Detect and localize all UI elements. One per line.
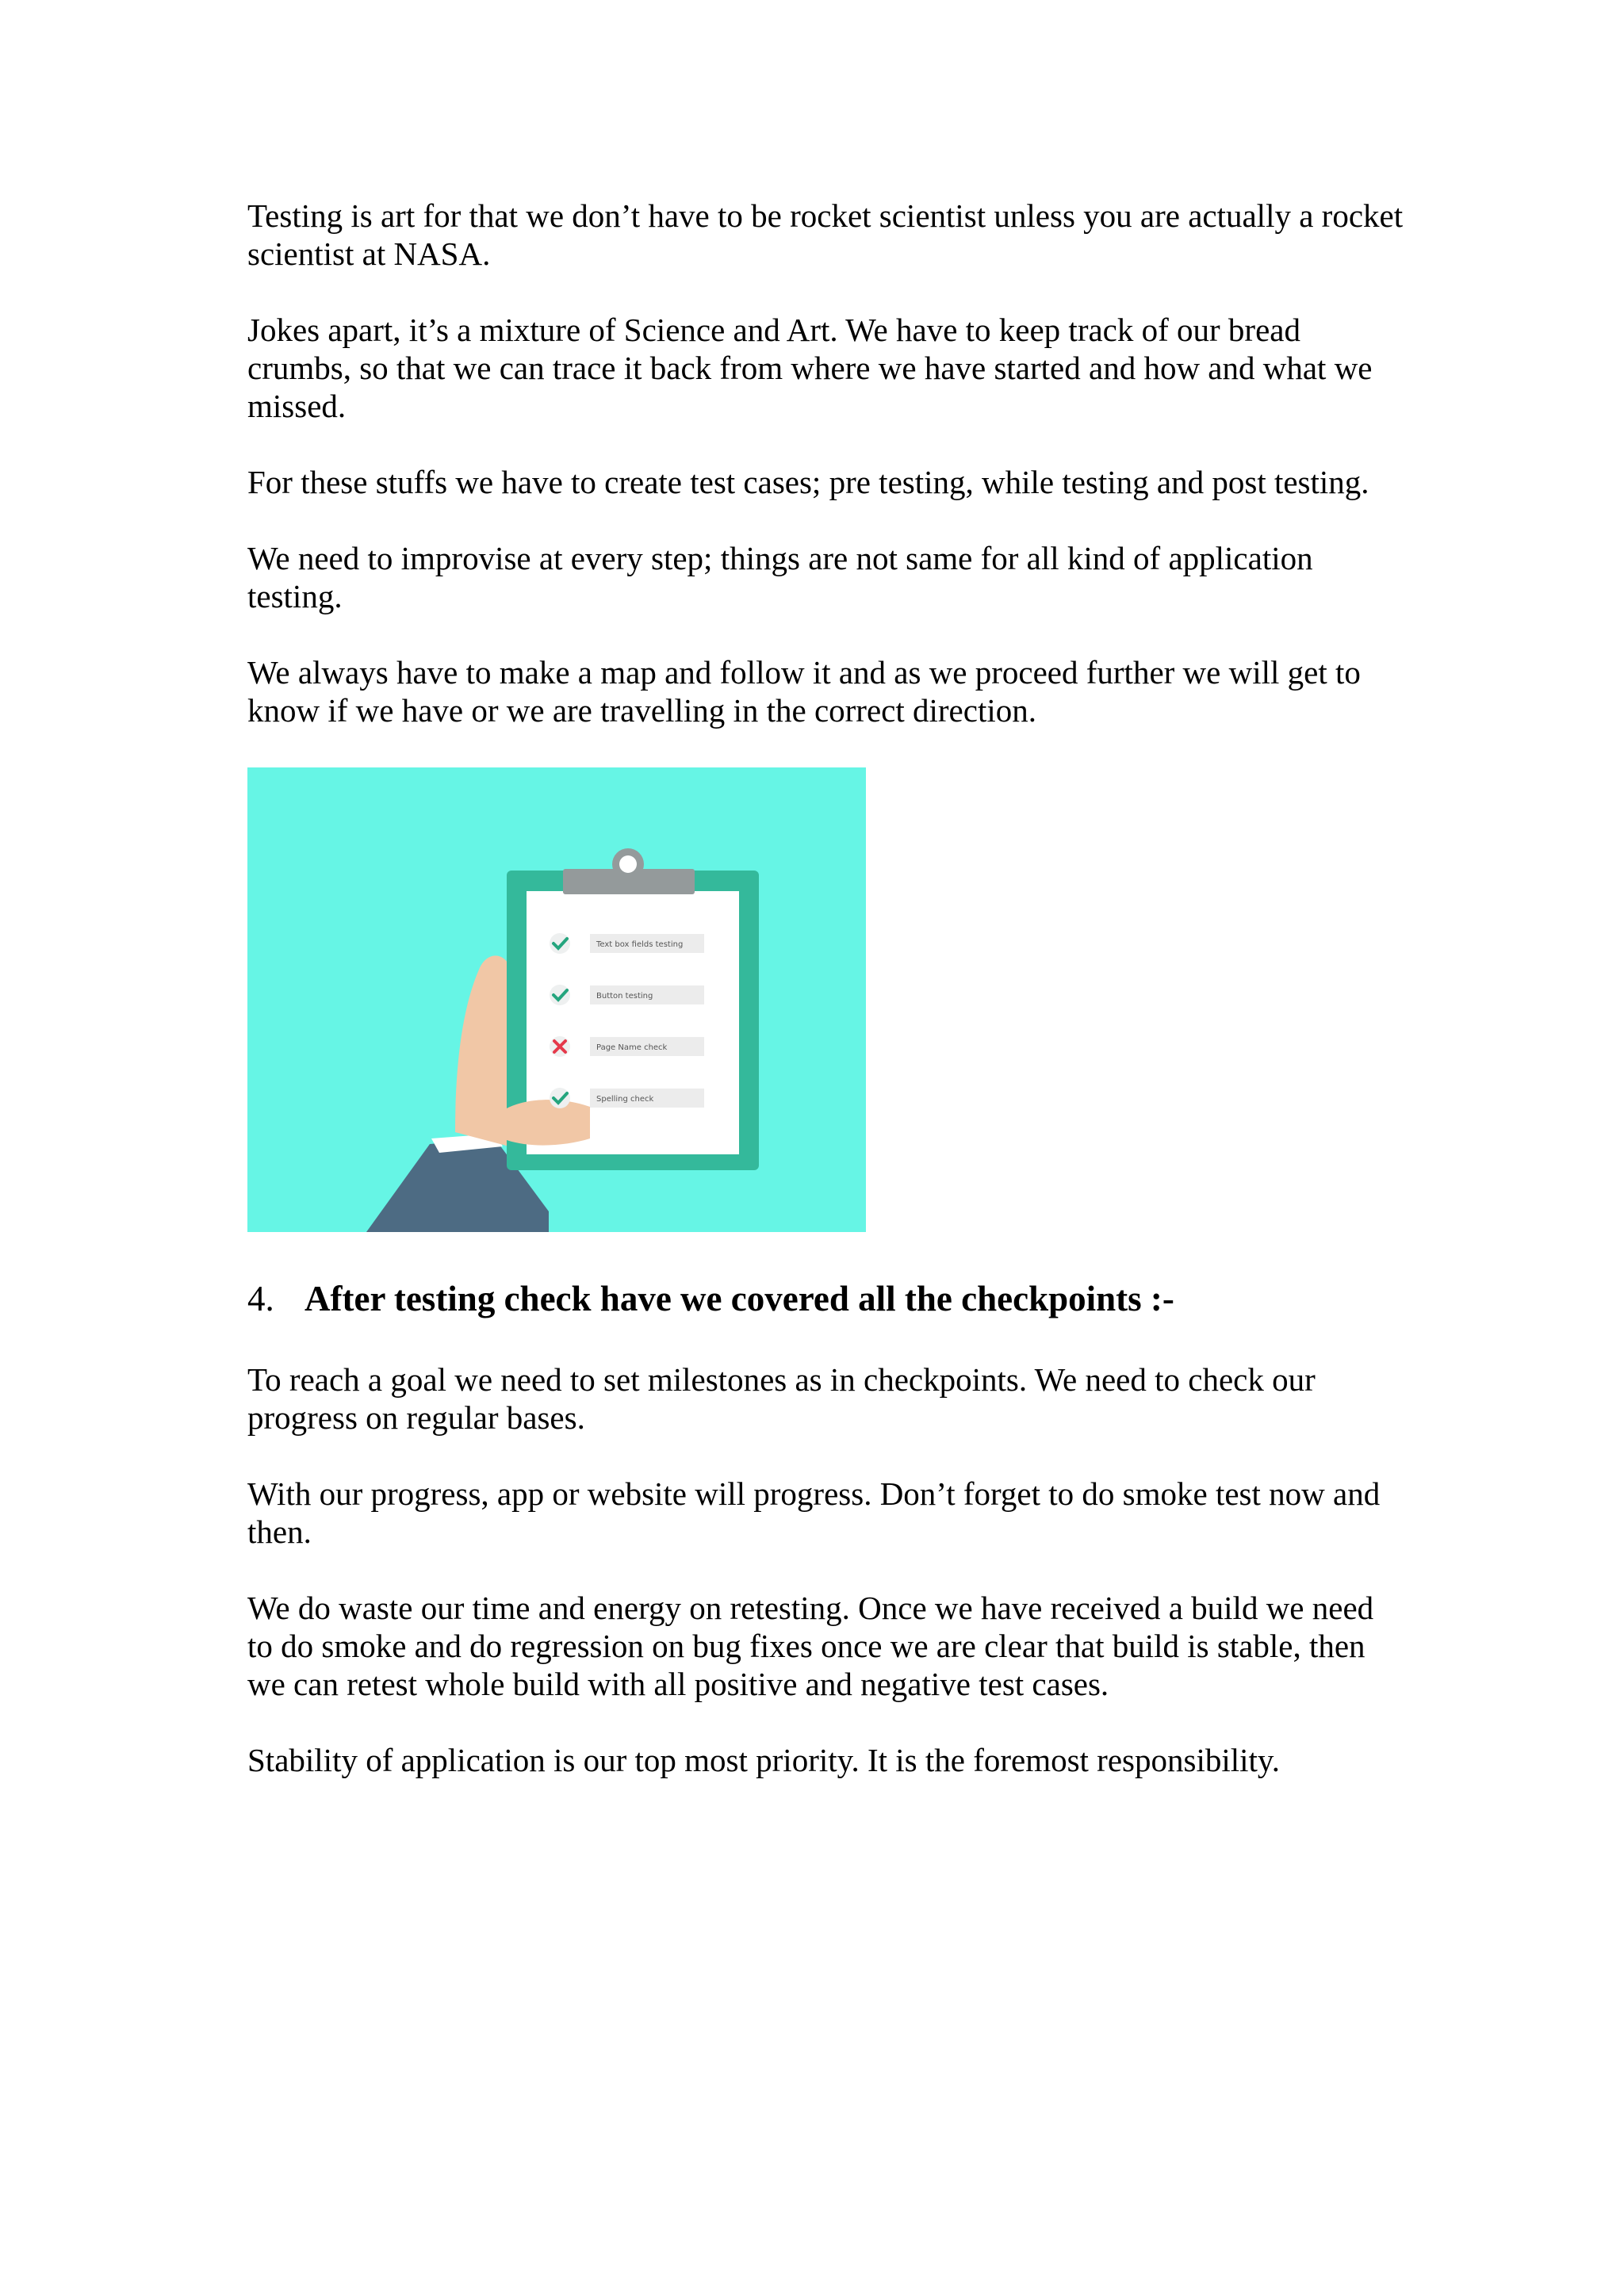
paragraph-jokes-apart: Jokes apart, it’s a mixture of Science and Art. We have to keep track of our bread crumbs, so that we can trace it back from where we have started and how and what we missed. xyxy=(247,312,1373,424)
section-title: After testing check have we covered all the checkpoints :- xyxy=(304,1279,1174,1318)
paragraph-retesting: We do waste our time and energy on retesting. Once we have received a build we need to do smoke and do regression on bug fixes once we are clear that build is stable, then we can retest whole build with all positive and negative test cases. xyxy=(247,1590,1374,1702)
paragraph-stability: Stability of application is our top most priority. It is the foremost responsibility. xyxy=(247,1742,1280,1778)
paragraph-test-cases: For these stuffs we have to create test cases; pre testing, while testing and post testing. xyxy=(247,464,1369,500)
paragraph-improvise: We need to improvise at every step; things are not same for all kind of application testing. xyxy=(247,540,1313,614)
fingers-shape xyxy=(507,1100,590,1145)
section-heading xyxy=(247,1276,1405,1321)
clipboard-hand-image xyxy=(247,767,866,1232)
section-number: 4. xyxy=(247,1279,274,1318)
checklist-label: Page Name check xyxy=(596,1043,668,1052)
checklist-label: Text box fields testing xyxy=(596,940,684,949)
paragraph-milestones: To reach a goal we need to set milestones as in checkpoints. We need to check our progress on regular bases. xyxy=(247,1361,1316,1436)
checklist-label: Button testing xyxy=(596,992,653,1001)
paragraph-testing-is-art: Testing is art for that we don’t have to be rocket scientist unless you are actually a rocket scientist at NASA. xyxy=(247,197,1404,272)
checklist-label: Spelling check xyxy=(596,1095,654,1104)
paragraph-smoke-test: With our progress, app or website will progress. Don’t forget to do smoke test now and then. xyxy=(247,1475,1381,1550)
clipboard-clip-hole xyxy=(619,855,637,873)
checklist-illustration xyxy=(247,767,866,1232)
document-page xyxy=(247,197,1405,1779)
paragraph-make-a-map: We always have to make a map and follow it and as we proceed further we will get to know if we have or we are travelling in the correct direction. xyxy=(247,654,1361,729)
